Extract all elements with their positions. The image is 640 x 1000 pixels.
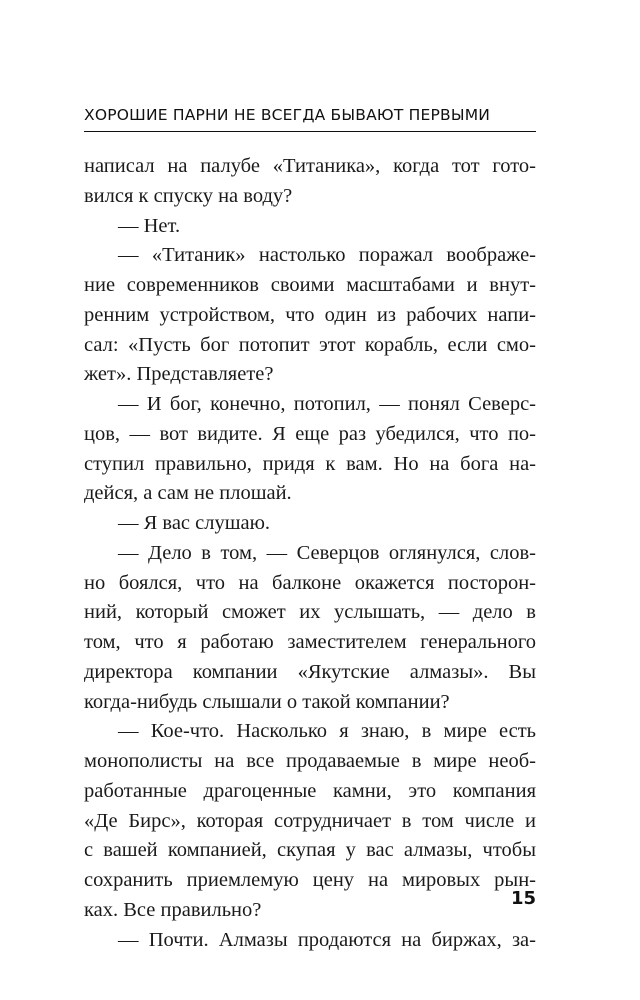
text-line: том, что я работаю заместителем генерального <box>84 631 536 653</box>
text-line: — Почти. Алмазы продаются на биржах, за- <box>118 928 536 951</box>
text-line: сохранить приемлемую цену на мировых рын- <box>84 869 536 891</box>
text-line: — Кое-что. Насколько я знаю, в мире есть <box>118 720 536 743</box>
header-rule <box>84 131 536 132</box>
text-line: директора компании «Якутские алмазы». Вы <box>84 660 536 683</box>
text-line: когда-нибудь слышали о такой компании? <box>84 690 450 713</box>
text-line: ние современников своими масштабами и внут- <box>84 274 536 296</box>
text-line: с вашей компанией, скупая у вас алмазы, чтобы <box>84 839 536 862</box>
text-line: вился к спуску на воду? <box>84 184 293 207</box>
text-line: цов, — вот видите. Я еще раз убедился, что по- <box>84 422 536 445</box>
text-line: написал на палубе «Титаника», когда тот гото- <box>84 155 536 177</box>
text-line: но боялся, что на балконе окажется посторон- <box>84 571 536 594</box>
page-number: 15 <box>510 888 536 909</box>
text-line: ний, который сможет их услышать, — дело в <box>84 601 536 624</box>
text-line: работанные драгоценные камни, это компания <box>84 779 536 802</box>
text-line: ренним устройством, что один из рабочих напи- <box>84 303 536 326</box>
text-line: — И бог, конечно, потопил, — понял Северс- <box>118 393 536 415</box>
running-header: ХОРОШИЕ ПАРНИ НЕ ВСЕГДА БЫВАЮТ ПЕРВЫМИ <box>84 106 491 124</box>
text-line: «Де Бирс», которая сотрудничает в том числе и <box>84 809 536 832</box>
text-line: ках. Все правильно? <box>84 898 262 921</box>
text-line: дейся, а сам не плошай. <box>84 482 292 505</box>
body-text <box>84 152 536 955</box>
text-line: — «Титаник» настолько поражал воображе- <box>118 244 536 267</box>
text-line: — Нет. <box>118 214 181 237</box>
text-line: — Дело в том, — Северцов оглянулся, слов- <box>118 541 536 564</box>
text-line: жет». Представляете? <box>84 363 274 386</box>
text-line: монополисты на все продаваемые в мире необ- <box>84 750 536 772</box>
text-line: ступил правильно, придя к вам. Но на бога на- <box>84 452 536 475</box>
text-line: — Я вас слушаю. <box>118 512 271 534</box>
text-line: сал: «Пусть бог потопит этот корабль, если смо- <box>84 333 536 356</box>
